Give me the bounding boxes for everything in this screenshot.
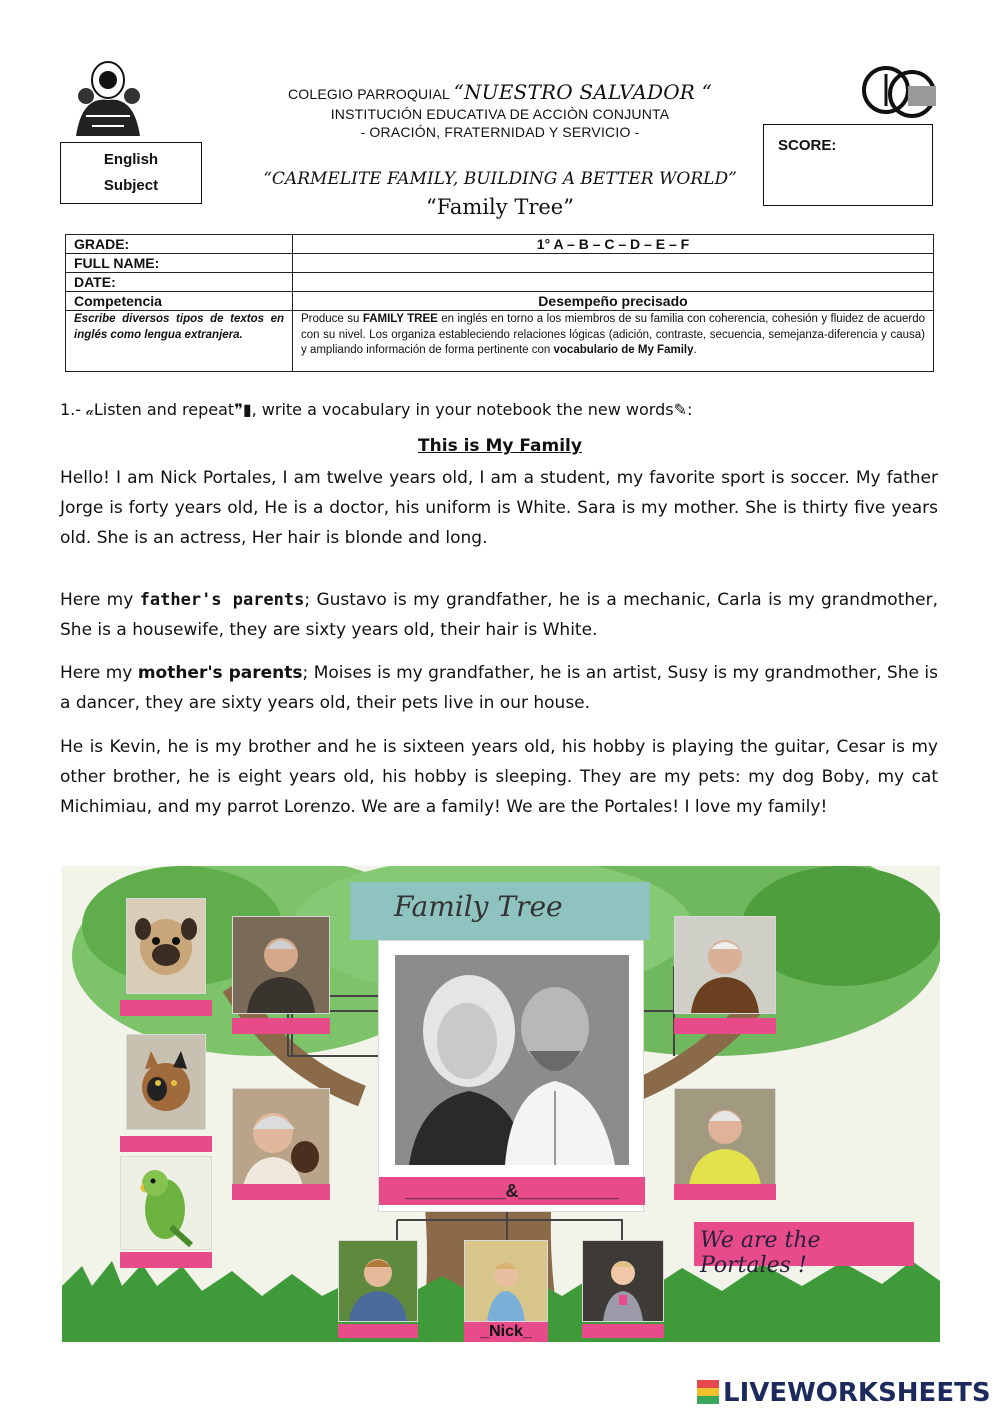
- family-tree-banner: [350, 882, 650, 940]
- institution-line: INSTITUCIÓN EDUCATIVA DE ACCIÒN CONJUNTA: [330, 106, 670, 122]
- school-logo-right: [860, 60, 940, 124]
- table-row: [66, 273, 934, 292]
- liveworksheets-icon: [697, 1380, 719, 1404]
- pencil-icon: ✎: [673, 400, 687, 419]
- liveworksheets-logo: [697, 1378, 991, 1408]
- parrot-name-bar[interactable]: [120, 1252, 212, 1268]
- grandmother-susy-name-bar[interactable]: [674, 1184, 776, 1200]
- table-row: [66, 311, 934, 372]
- desempeno-label: Desempeño precisado: [293, 292, 934, 311]
- date-field[interactable]: [293, 273, 934, 292]
- family-tree-banner-text: Family Tree: [394, 890, 563, 923]
- grandfather-gustavo-name-bar[interactable]: [232, 1018, 330, 1034]
- score-label: SCORE:: [778, 137, 837, 154]
- dog-name-bar[interactable]: [120, 1000, 212, 1016]
- competencia-label: Competencia: [66, 292, 293, 311]
- info-table: [65, 234, 934, 372]
- story-paragraph-1: Hello! I am Nick Portales, I am twelve years old, I am a student, my favorite sport is soccer. My father Jorge is forty years old, He is a doctor, his uniform is White. Sara is my mother. She is thirty five years old. She is an actress, Her hair is blonde and long.: [60, 468, 938, 548]
- subject-line-2: Subject: [103, 177, 159, 194]
- cat-name-bar[interactable]: [120, 1136, 212, 1152]
- school-name: “NUESTRO SALVADOR “: [453, 80, 713, 104]
- portales-banner-text: We are the Portales !: [700, 1228, 821, 1278]
- p2-text-b: ; Gustavo is my grandfather, he is a mechanic, Carla is my grandmother, She is a housewife, they are sixty years old, their hair is White.: [60, 590, 939, 640]
- desempeno-part-3: .: [693, 344, 697, 356]
- table-row: [66, 292, 934, 311]
- school-prefix: COLEGIO PARROQUIAL: [287, 86, 450, 102]
- nick-photo: [464, 1240, 548, 1322]
- parents-name-field[interactable]: __________&__________: [379, 1177, 645, 1205]
- full-name-label: FULL NAME:: [66, 254, 293, 273]
- table-row: [66, 254, 934, 273]
- grade-label: GRADE:: [66, 235, 293, 254]
- score-box[interactable]: [763, 124, 933, 206]
- p3-bold: mother's parents: [137, 663, 303, 683]
- brother-kevin-photo: [338, 1240, 418, 1322]
- brother-kevin-name-bar[interactable]: [338, 1324, 418, 1338]
- instruction-text-a: Listen and repeat: [93, 400, 235, 419]
- desempeno-bold-1: FAMILY TREE: [362, 313, 438, 325]
- desempeno-part-2: en inglés en torno a los miembros de su familia con coherencia, cohesión y fluidez de acuerdo con su nivel. Los organiza estableciendo relaciones lógicas (adición, contraste, secuencia, semejanza-diferencia y causa) y ampliando información de forma pertinente con: [301, 313, 925, 356]
- p2-bold: father's parents: [139, 590, 305, 610]
- desempeno-bold-2: vocabulario de My Family: [553, 344, 694, 356]
- grade-value: 1° A – B – C – D – E – F: [293, 235, 934, 254]
- subject-box: [60, 142, 202, 204]
- school-logo-left: [62, 56, 154, 140]
- brother-cesar-name-bar[interactable]: [582, 1324, 664, 1338]
- parents-photo: [379, 941, 643, 1175]
- instruction-text-b: , write a vocabulary in your notebook the new words: [251, 400, 674, 419]
- grandfather-moises-name-bar[interactable]: [674, 1018, 776, 1034]
- liveworksheets-text: LIVEWORKSHEETS: [723, 1378, 991, 1408]
- instruction-number: 1.-: [60, 400, 82, 419]
- grandfather-moises-photo: [674, 916, 776, 1014]
- brother-cesar-photo: [582, 1240, 664, 1322]
- grandmother-susy-photo: [674, 1088, 776, 1186]
- family-tree-illustration: [62, 866, 940, 1342]
- p3-text-a: Here my: [60, 663, 138, 683]
- story-paragraph-3: [60, 658, 938, 718]
- desempeno-part-1: Produce su: [301, 313, 363, 325]
- p3-text-b: ; Moises is my grandfather, he is an artist, Susy is my grandmother, She is a dancer, they are sixty years old, their pets live in our house.: [60, 663, 938, 713]
- school-header: [230, 80, 770, 104]
- parents-photo-frame: [378, 940, 644, 1212]
- date-label: DATE:: [66, 273, 293, 292]
- grandmother-carla-name-bar[interactable]: [232, 1184, 330, 1200]
- p2-text-a: Here my: [60, 590, 140, 610]
- desempeno-text: [293, 311, 934, 372]
- dog-photo: [126, 898, 206, 994]
- ear-icon: 𝒶: [86, 403, 94, 419]
- competencia-text: Escribe diversos tipos de textos en inglés como lengua extranjera.: [66, 311, 293, 372]
- values-line: - ORACIÓN, FRATERNIDAD Y SERVICIO -: [360, 124, 640, 140]
- speaking-icon: ❞▮: [234, 400, 252, 419]
- story-paragraph-2: [60, 585, 938, 645]
- subject-line-1: English: [103, 151, 159, 168]
- parrot-photo: [120, 1156, 212, 1250]
- cat-photo: [126, 1034, 206, 1130]
- story-title: This is My Family: [418, 436, 582, 456]
- page-title: “Family Tree”: [426, 195, 574, 219]
- instruction-line: [60, 400, 692, 419]
- grandmother-carla-photo: [232, 1088, 330, 1188]
- nick-name-bar[interactable]: _Nick_: [464, 1322, 548, 1342]
- motto: “CARMELITE FAMILY, BUILDING A BETTER WORLD”: [263, 169, 737, 189]
- portales-banner: [694, 1222, 914, 1278]
- instruction-text-c: :: [686, 400, 693, 419]
- full-name-field[interactable]: [293, 254, 934, 273]
- story-paragraph-4: He is Kevin, he is my brother and he is sixteen years old, his hobby is playing the guitar, Cesar is my other brother, he is eight years old, his hobby is sleeping. They are my pets: my dog Boby, my cat Michimiau, and my parrot Lorenzo. We are a family! We are the Portales! I love my family!: [60, 737, 938, 817]
- grandfather-gustavo-photo: [232, 916, 330, 1014]
- table-row: [66, 235, 934, 254]
